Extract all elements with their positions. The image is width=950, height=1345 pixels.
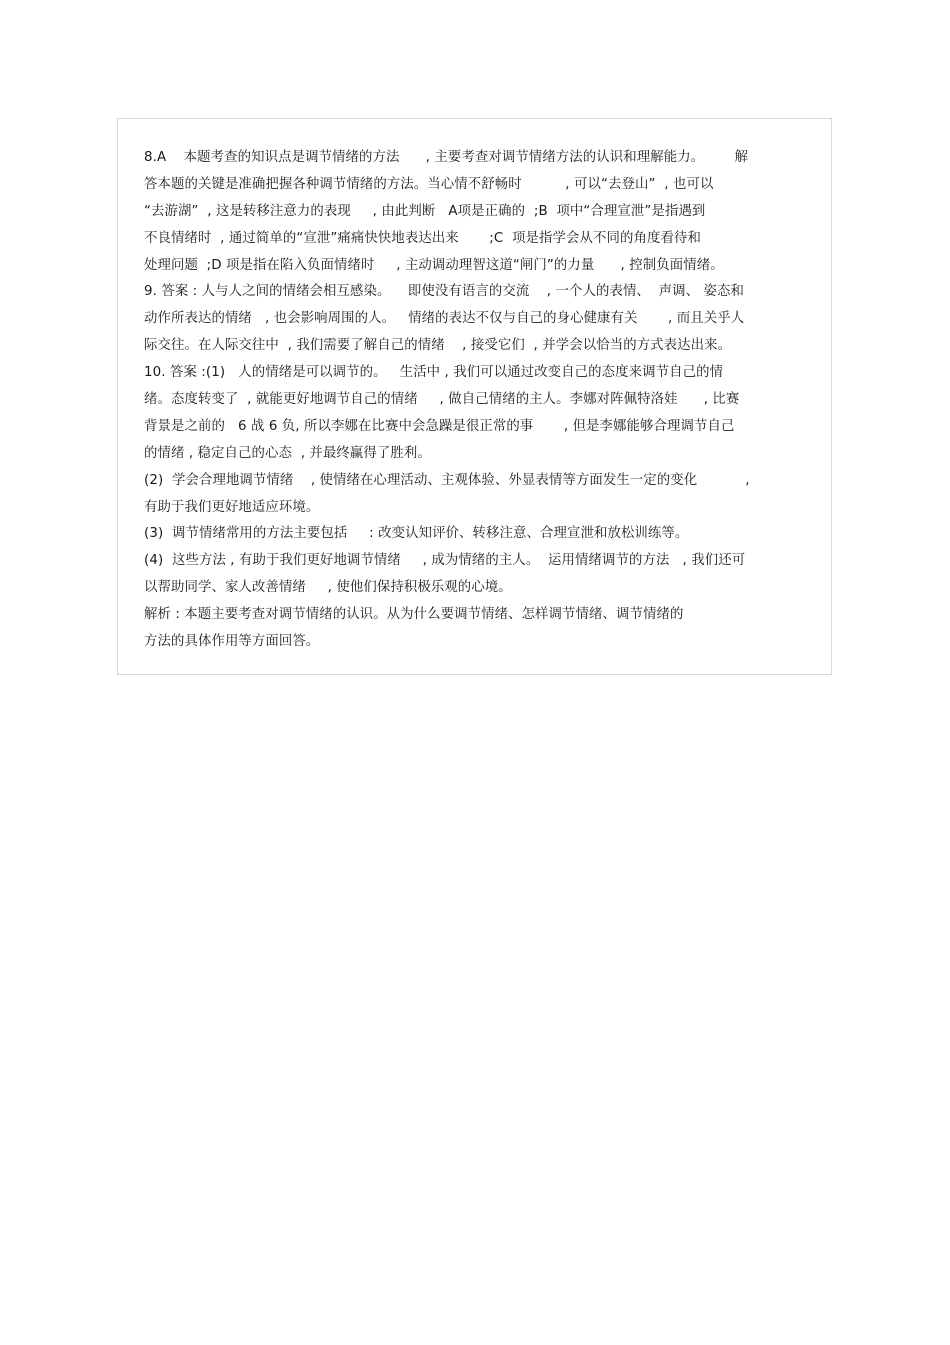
text-line: 8.A 本题考查的知识点是调节情绪的方法 , 主要考查对调节情绪方法的认识和理解能力。 解: [144, 150, 749, 165]
text-line: 方法的具体作用等方面回答。: [144, 634, 320, 649]
answer-box: [117, 118, 832, 675]
text-line: 的情绪 , 稳定自己的心态 , 并最终赢得了胜利。: [144, 446, 431, 461]
text-line: 有助于我们更好地适应环境。: [144, 500, 320, 515]
text-line: (4) 这些方法 , 有助于我们更好地调节情绪 , 成为情绪的主人。 运用情绪调节的方法 , 我们还可: [144, 553, 746, 568]
text-line: (2) 学会合理地调节情绪 , 使情绪在心理活动、主观体验、外显表情等方面发生一定的变化 ,: [144, 473, 750, 488]
text-line: 10. 答案 :(1) 人的情绪是可以调节的。 生活中 , 我们可以通过改变自己的态度来调节自己的情: [144, 365, 724, 380]
text-line: 不良情绪时 , 通过简单的“宣泄”痛痛快快地表达出来 ;C 项是指学会从不同的角度看待和: [144, 231, 701, 246]
text-line: 动作所表达的情绪 , 也会影响周围的人。 情绪的表达不仅与自己的身心健康有关 , 而且关乎人: [144, 311, 745, 326]
text-line: “去游湖” , 这是转移注意力的表现 , 由此判断 A项是正确的 ;B 项中“合理宣泄”是指遇到: [144, 204, 706, 219]
text-line: (3) 调节情绪常用的方法主要包括 : 改变认知评价、转移注意、合理宣泄和放松训练等。: [144, 526, 689, 541]
text-line: 解析 : 本题主要考查对调节情绪的认识。从为什么要调节情绪、怎样调节情绪、调节情绪的: [144, 607, 684, 622]
text-line: 处理问题 ;D 项是指在陷入负面情绪时 , 主动调动理智这道“闸门”的力量 , 控制负面情绪。: [144, 258, 724, 273]
text-line: 绪。态度转变了 , 就能更好地调节自己的情绪 , 做自己情绪的主人。李娜对阵佩特洛娃 , 比赛: [144, 392, 740, 407]
text-line: 际交往。在人际交往中 , 我们需要了解自己的情绪 , 接受它们 , 并学会以恰当的方式表达出来。: [144, 338, 732, 353]
text-line: 9. 答案 : 人与人之间的情绪会相互感染。 即使没有语言的交流 , 一个人的表情、 声调、 姿态和: [144, 284, 744, 299]
text-line: 答本题的关键是准确把握各种调节情绪的方法。当心情不舒畅时 , 可以“去登山” , 也可以: [144, 177, 714, 192]
text-line: 背景是之前的 6 战 6 负, 所以李娜在比赛中会急躁是很正常的事 , 但是李娜能够合理调节自己: [144, 419, 735, 434]
text-line: 以帮助同学、家人改善情绪 , 使他们保持积极乐观的心境。: [144, 580, 512, 595]
